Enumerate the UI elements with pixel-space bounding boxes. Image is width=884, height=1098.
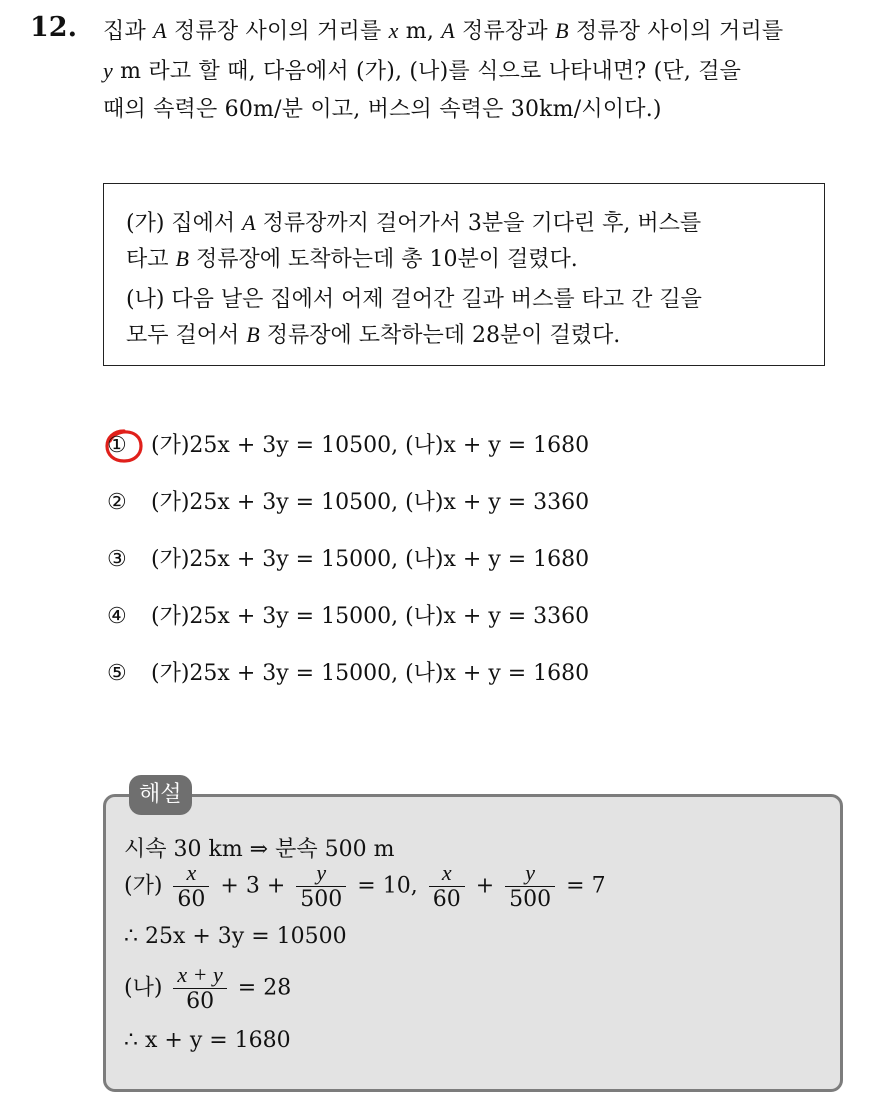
fraction: $\frac{x}{60}$ bbox=[173, 860, 209, 913]
choice-2[interactable]: ② (가)25x + 3y = 10500, (나)x + y = 3360 bbox=[105, 487, 589, 519]
condition-box bbox=[103, 183, 825, 366]
fraction: $\frac{x}{60}$ bbox=[429, 860, 465, 913]
solution-line-1: 시속 30 km ⇒ 분속 500 m bbox=[124, 837, 395, 862]
solution-tab-label: 해설 bbox=[129, 775, 192, 815]
question-line-3: 때의 속력은 60m/분 이고, 버스의 속력은 30km/시이다.) bbox=[103, 97, 662, 122]
choice-3[interactable]: ③ (가)25x + 3y = 15000, (나)x + y = 1680 bbox=[105, 544, 589, 576]
fraction: $\frac{x + y}{60}$ bbox=[173, 962, 226, 1015]
choice-3-marker: ③ bbox=[107, 547, 127, 572]
choice-4-marker: ④ bbox=[107, 604, 127, 629]
condition-line-1: (가) 집에서 A 정류장까지 걸어가서 3분을 기다린 후, 버스를 bbox=[126, 210, 702, 236]
choice-1[interactable]: ① (가)25x + 3y = 10500, (나)x + y = 1680 bbox=[105, 430, 589, 462]
question-line-2: y m 라고 할 때, 다음에서 (가), (나)를 식으로 나타내면? (단, 걸을 bbox=[103, 58, 742, 84]
question-line-1: 집과 A 정류장 사이의 거리를 x m, A 정류장과 B 정류장 사이의 거리를 bbox=[103, 18, 784, 44]
solution-line-5: ∴ x + y = 1680 bbox=[124, 1028, 291, 1053]
fraction: $\frac{y}{500}$ bbox=[505, 860, 555, 913]
choice-4[interactable]: ④ (가)25x + 3y = 15000, (나)x + y = 3360 bbox=[105, 601, 589, 633]
choice-5[interactable]: ⑤ (가)25x + 3y = 15000, (나)x + y = 1680 bbox=[105, 658, 589, 690]
choice-1-marker: ① bbox=[107, 433, 127, 458]
solution-line-4: (나) $\frac{x + y}{60}$ = 28 bbox=[124, 962, 292, 1014]
fraction: $\frac{y}{500}$ bbox=[296, 860, 346, 913]
question-number: 12. bbox=[30, 12, 77, 43]
choice-5-marker: ⑤ bbox=[107, 661, 127, 686]
condition-line-3: (나) 다음 날은 집에서 어제 걸어간 길과 버스를 타고 간 길을 bbox=[126, 287, 702, 312]
condition-line-4: 모두 걸어서 B 정류장에 도착하는데 28분이 걸렸다. bbox=[126, 322, 621, 348]
condition-line-2: 타고 B 정류장에 도착하는데 총 10분이 걸렸다. bbox=[126, 246, 578, 272]
choice-2-marker: ② bbox=[107, 490, 127, 515]
solution-line-2: (가) $\frac{x}{60}$ + 3 + $\frac{y}{500}$ = 10, $\frac{x}{60}$ + $\frac{y}{500}$ = 7 bbox=[124, 860, 606, 912]
solution-line-3: ∴ 25x + 3y = 10500 bbox=[124, 924, 347, 949]
